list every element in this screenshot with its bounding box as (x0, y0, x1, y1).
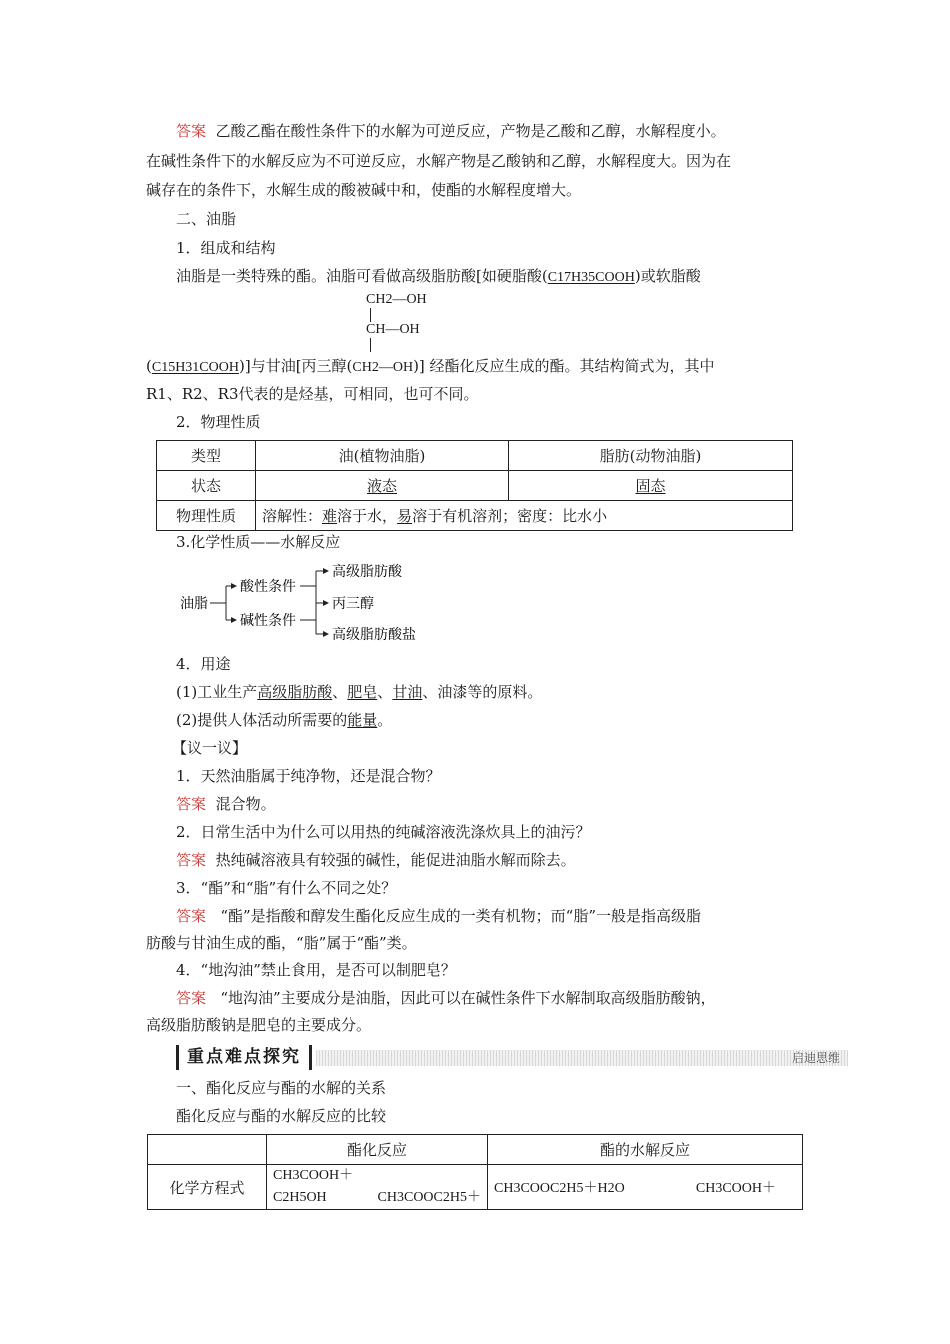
glycerol-row-3: CH2—OH (352, 360, 414, 375)
text: 能量 (347, 711, 378, 729)
text: 高级脂肪酸 (257, 683, 333, 701)
text: 溶于水， (337, 507, 398, 525)
answer-2 (176, 850, 836, 870)
subsection-uses: 4．用途 (176, 655, 231, 673)
eq-part: CH3COOH＋ (695, 1181, 776, 1196)
answer-4-cont: 高级脂肪酸钠是肥皂的主要成分。 (146, 1016, 372, 1034)
answer-text: 乙酸乙酯在酸性条件下的水解为可逆反应，产物是乙酸和乙醇，水解程度小。 (215, 122, 726, 140)
text: 甘油 (392, 683, 423, 701)
diagram-product-1: 高级脂肪酸 (332, 564, 402, 580)
text: (2)提供人体活动所需要的 (176, 711, 348, 729)
part1-subtitle: 酯化反应与酯的水解反应的比较 (176, 1107, 387, 1125)
eq-row (494, 1177, 796, 1197)
text: 、 (332, 683, 348, 701)
eq-part: CH3COOC2H5＋ (377, 1190, 481, 1205)
state-label: 状态 (157, 471, 256, 501)
text: “地沟油”主要成分是油脂，因此可以在碱性条件下水解制取高级脂肪酸钠， (220, 989, 716, 1007)
answer-label: 答案 (176, 989, 207, 1007)
text: (1)工业生产 (176, 683, 258, 701)
question-3: 3．“酯”和“脂”有什么不同之处？ (176, 879, 397, 897)
discuss-title: 【议一议】 (172, 739, 248, 757)
bond-line (370, 338, 371, 352)
text: 溶解性： (262, 507, 323, 525)
eq-part: CH3COOH＋ (273, 1168, 354, 1183)
banner-title: 重点难点探究 (176, 1045, 312, 1070)
text: 。 (377, 711, 393, 729)
esterification-equation (267, 1165, 488, 1210)
part1-title: 一、酯化反应与酯的水解的关系 (176, 1079, 387, 1097)
diagram-base: 碱性条件 (240, 613, 296, 629)
text: 易 (397, 507, 413, 525)
comparison-table (147, 1134, 803, 1210)
bond-line (370, 308, 371, 322)
oil-state-value: 液态 (366, 477, 397, 495)
answer-3 (176, 906, 836, 926)
intro-answer-line-1 (176, 121, 836, 141)
header-oil: 油(植物油脂) (256, 441, 509, 471)
text: “酯”是指酸和醇发生酯化反应生成的一类有机物；而“脂”一般是指高级脂 (220, 907, 702, 925)
palmitic-acid-formula: C15H31COOH (151, 360, 239, 375)
intro-answer-line-2: 在碱性条件下的水解反应为不可逆反应，水解产物是乙酸钠和乙醇，水解程度大。因为在 (146, 152, 732, 170)
intro-answer-line-3: 碱存在的条件下，水解生成的酸被碱中和，使酯的水解程度增大。 (146, 181, 582, 199)
subsection-composition: 1．组成和结构 (176, 239, 276, 257)
answer-4 (176, 988, 836, 1008)
section-banner (176, 1045, 848, 1070)
answer-label: 答案 (176, 851, 207, 869)
header-esterification: 酯化反应 (267, 1135, 488, 1165)
empty-header (148, 1135, 267, 1165)
header-hydrolysis: 酯的水解反应 (488, 1135, 803, 1165)
hydrolysis-equation (488, 1165, 803, 1210)
composition-paragraph-3: R1、R2、R3代表的是烃基，可相同，也可不同。 (146, 385, 479, 403)
diagram-product-2: 丙三醇 (332, 596, 374, 612)
answer-label: 答案 (176, 795, 207, 813)
text: )]与甘油[丙三醇( (238, 357, 353, 375)
diagram-acid: 酸性条件 (240, 579, 296, 595)
answer-3-cont: 肪酸与甘油生成的酯，“脂”属于“酯”类。 (146, 934, 417, 952)
text: )或软脂酸 (634, 267, 701, 285)
text: 热纯碱溶液具有较强的碱性，能促进油脂水解而除去。 (215, 851, 576, 869)
row-label: 化学方程式 (148, 1165, 267, 1210)
subsection-chemical: 3.化学性质——水解反应 (176, 533, 341, 551)
text: 难 (322, 507, 338, 525)
header-fat: 脂肪(动物油脂) (509, 441, 793, 471)
diagram-product-3: 高级脂肪酸盐 (332, 627, 416, 643)
property-label: 物理性质 (157, 501, 256, 531)
text: 、 (377, 683, 393, 701)
text: 混合物。 (215, 795, 276, 813)
oil-state (256, 471, 509, 501)
question-1: 1．天然油脂属于纯净物，还是混合物？ (176, 767, 441, 785)
answer-label: 答案 (176, 122, 207, 140)
glycerol-row-2: CH—OH (366, 322, 420, 337)
eq-row (273, 1187, 481, 1209)
use-1 (176, 682, 836, 702)
banner-fill (316, 1050, 848, 1066)
banner-right: 启迪思维 (791, 1051, 840, 1065)
use-2 (176, 710, 836, 730)
composition-paragraph-2: (C15H31COOH)]与甘油[丙三醇(CH2—OH)] 经酯化反应生成的酯。其结构简式为，其中 (146, 357, 715, 375)
composition-paragraph-1 (176, 266, 836, 288)
stearic-acid-formula: C17H35COOH (547, 270, 635, 285)
header-type: 类型 (157, 441, 256, 471)
answer-1 (176, 794, 836, 814)
text: 肥皂 (347, 683, 378, 701)
answer-label: 答案 (176, 907, 207, 925)
hydrolysis-diagram (176, 558, 416, 646)
diagram-root: 油脂 (180, 596, 208, 612)
question-2: 2．日常生活中为什么可以用热的纯碱溶液洗涤炊具上的油污？ (176, 823, 591, 841)
subsection-physical: 2．物理性质 (176, 413, 261, 431)
text: 、油漆等的原料。 (422, 683, 543, 701)
glycerol-structure (366, 292, 427, 352)
text: 油脂是一类特殊的酯。油脂可看做高级脂肪酸[如硬脂酸( (176, 267, 548, 285)
eq-part: CH3COOC2H5＋H2O (494, 1181, 625, 1196)
fat-state-value: 固态 (635, 477, 666, 495)
physical-properties-table (156, 440, 793, 531)
text: 溶于有机溶剂；密度：比水小 (412, 507, 608, 525)
text: )] 经酯化反应生成的酯。其结构简式为，其中 (413, 357, 715, 375)
section-title: 二、油脂 (176, 210, 237, 228)
question-4: 4．“地沟油”禁止食用，是否可以制肥皂？ (176, 961, 456, 979)
fat-state (509, 471, 793, 501)
glycerol-row-1: CH2—OH (366, 292, 427, 307)
eq-part: C2H5OH (273, 1190, 327, 1205)
property-value (256, 501, 793, 531)
